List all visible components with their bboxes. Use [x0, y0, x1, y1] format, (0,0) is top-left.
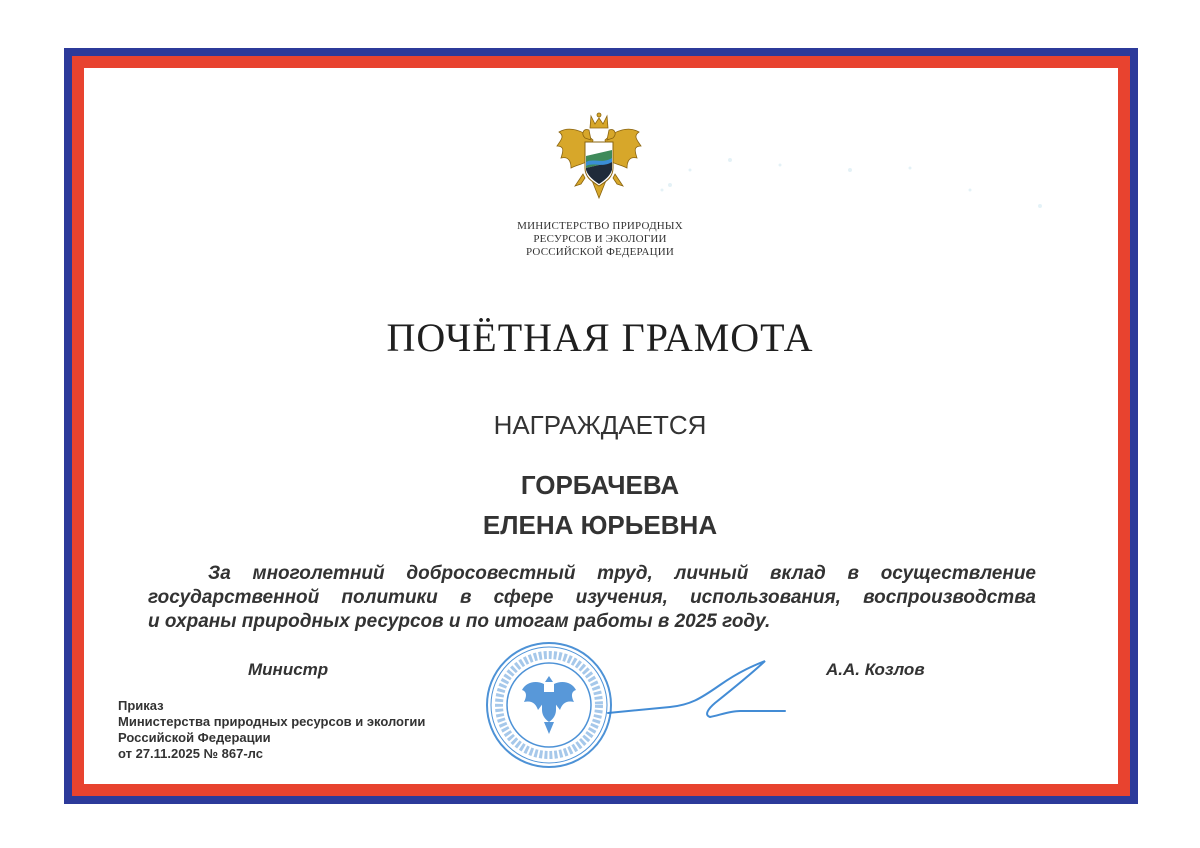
signature-icon: [590, 655, 790, 735]
order-line: Приказ: [118, 698, 164, 713]
signatory-position: Министр: [248, 660, 329, 679]
order-reference: [118, 698, 425, 762]
awarded-label: НАГРАЖДАЕТСЯ: [493, 410, 707, 440]
ministry-line: РОССИЙСКОЙ ФЕДЕРАЦИИ: [525, 246, 675, 258]
ministry-name: [430, 220, 770, 259]
award-reason: [148, 562, 1036, 634]
certificate-title: ПОЧЁТНАЯ ГРАМОТА: [386, 315, 814, 360]
ministry-line: РЕСУРСОВ И ЭКОЛОГИИ: [533, 233, 667, 245]
recipient-surname: ГОРБАЧЕВА: [520, 470, 680, 500]
order-line: Министерства природных ресурсов и экологии: [118, 714, 426, 729]
eagle-emblem-icon: [553, 112, 645, 204]
order-line: от 27.11.2025 № 867-лс: [118, 746, 263, 761]
reason-line: и охраны природных ресурсов и по итогам работы в 2025 году.: [148, 611, 771, 632]
ministry-line: МИНИСТЕРСТВО ПРИРОДНЫХ: [517, 220, 683, 232]
reason-line: государственной политики в сфере изучения, использования, воспроизводства: [148, 587, 1036, 608]
order-line: Российской Федерации: [118, 730, 271, 745]
reason-line: За многолетний добросовестный труд, личный вклад в осуществление: [208, 563, 1036, 584]
recipient-given-names: ЕЛЕНА ЮРЬЕВНА: [482, 510, 718, 540]
signatory-name: А.А. Козлов: [826, 660, 925, 679]
